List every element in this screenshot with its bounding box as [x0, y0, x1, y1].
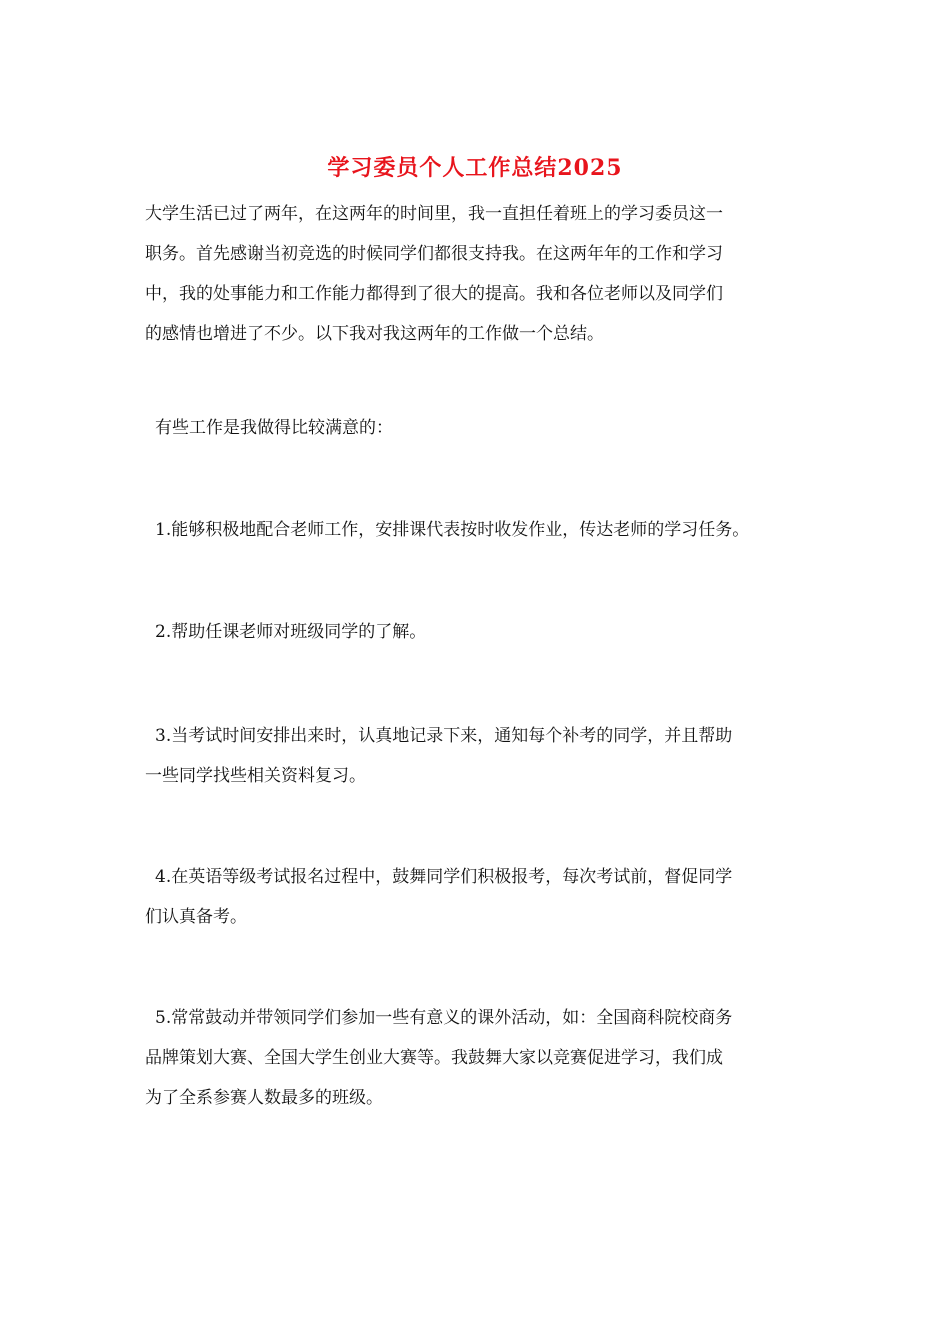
list-item-line: 3.当考试时间安排出来时，认真地记录下来，通知每个补考的同学，并且帮助	[155, 726, 733, 746]
list-item-5	[145, 998, 732, 1118]
list-item-1	[155, 510, 749, 550]
satisfied-heading: 有些工作是我做得比较满意的：	[155, 418, 393, 438]
list-item-line: 1.能够积极地配合老师工作，安排课代表按时收发作业，传达老师的学习任务。	[155, 520, 750, 540]
list-item-line: 为了全系参赛人数最多的班级。	[145, 1088, 383, 1108]
list-item-line: 2.帮助任课老师对班级同学的了解。	[155, 622, 427, 642]
list-item-line: 4.在英语等级考试报名过程中，鼓舞同学们积极报考，每次考试前，督促同学	[155, 867, 733, 887]
document-title: 学习委员个人工作总结2025	[327, 155, 623, 181]
intro-paragraph	[145, 194, 723, 354]
list-item-line: 品牌策划大赛、全国大学生创业大赛等。我鼓舞大家以竞赛促进学习，我们成	[145, 1048, 723, 1068]
intro-line: 职务。首先感谢当初竞选的时候同学们都很支持我。在这两年年的工作和学习	[145, 244, 723, 264]
intro-line: 中，我的处事能力和工作能力都得到了很大的提高。我和各位老师以及同学们	[145, 284, 723, 304]
list-item-3	[145, 716, 732, 796]
list-item-2	[155, 612, 426, 652]
list-item-4	[145, 857, 732, 937]
intro-line: 的感情也增进了不少。以下我对我这两年的工作做一个总结。	[145, 324, 604, 344]
list-item-line: 一些同学找些相关资料复习。	[145, 766, 366, 786]
intro-line: 大学生活已过了两年，在这两年的时间里，我一直担任着班上的学习委员这一	[145, 204, 723, 224]
list-item-line: 5.常常鼓动并带领同学们参加一些有意义的课外活动，如：全国商科院校商务	[155, 1008, 733, 1028]
list-item-line: 们认真备考。	[145, 907, 247, 927]
